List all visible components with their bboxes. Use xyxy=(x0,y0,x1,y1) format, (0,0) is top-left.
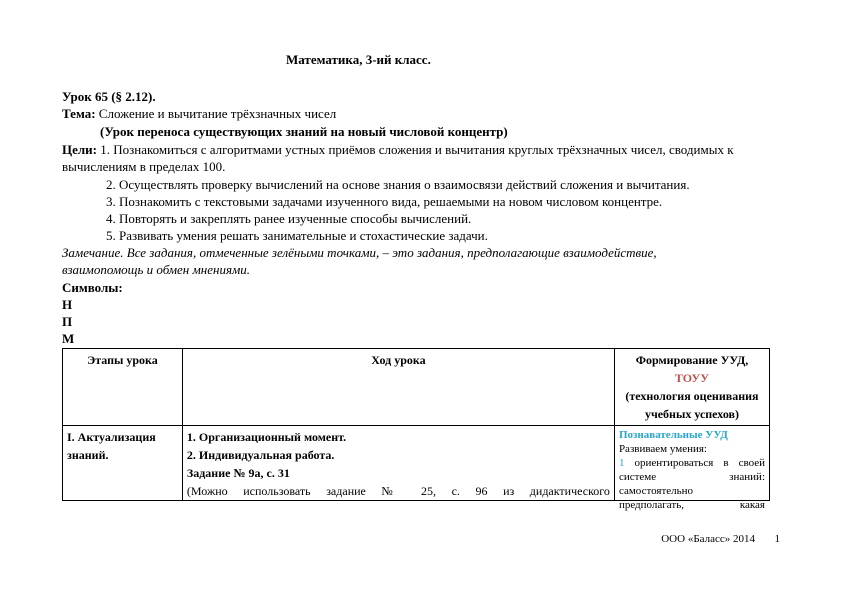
page-footer xyxy=(661,533,780,545)
header-uud-toyy: ТОУУ xyxy=(674,371,710,385)
header-uud xyxy=(614,349,769,426)
uud-line-4: предполагать, какая xyxy=(618,499,765,511)
symbols-label: Символы: xyxy=(62,280,123,295)
stage-line-2: знаний. xyxy=(67,448,109,462)
uud-cell xyxy=(614,426,769,511)
lesson-type: (Урок переноса существующих знаний на новый числовой концентр) xyxy=(100,124,508,139)
uud-line-3: системе знаний: самостоятельно xyxy=(618,471,765,497)
uud-line-2 xyxy=(619,456,765,470)
topic-label: Тема: xyxy=(62,106,96,121)
table-header-row xyxy=(63,349,770,426)
uud-line-1: Развиваем умения: xyxy=(618,443,707,455)
stage-cell xyxy=(63,426,183,501)
goal-3: 3. Познакомить с текстовыми задачами изученного вида, решаемыми на новом числовом концентре. xyxy=(106,194,663,209)
course-line-3: Задание № 9а, с. 31 xyxy=(186,466,290,480)
document-title: Математика, 3-ий класс. xyxy=(286,52,431,67)
goal-1-text: 1. Познакомиться с алгоритмами устных приёмов сложения и вычитания круглых трёхзначных чисел, сводимых к xyxy=(100,142,734,157)
symbol-n: Н xyxy=(62,297,73,312)
course-cell xyxy=(182,426,614,501)
footer-page-number: 1 xyxy=(774,533,780,545)
course-line-4: (Можно использовать задание № 25, с. 96 из дидактического xyxy=(186,484,610,498)
header-course: Ход урока xyxy=(182,349,614,426)
goal-1-line-2: вычислениям в пределах 100. xyxy=(62,159,226,174)
course-line-2: 2. Индивидуальная работа. xyxy=(186,448,335,462)
lesson-table xyxy=(62,348,770,511)
footer-company: ООО «Баласс» 2014 xyxy=(661,533,755,545)
uud-line-2-text: ориентироваться в своей xyxy=(634,457,765,469)
symbol-p: П xyxy=(62,314,73,329)
goal-4: 4. Повторять и закреплять ранее изученные способы вычислений. xyxy=(106,211,472,226)
topic-line xyxy=(62,106,336,122)
goal-5: 5. Развивать умения решать занимательные и стохастические задачи. xyxy=(106,228,488,243)
header-uud-line-4: учебных успехов) xyxy=(644,407,739,421)
goals-label: Цели: xyxy=(62,142,97,157)
goal-2: 2. Осуществлять проверку вычислений на основе знания о взаимосвязи действий сложения и вычитания. xyxy=(106,177,690,192)
stage-line-1: I. Актуализация xyxy=(67,430,156,444)
header-uud-line-3: (технология оценивания xyxy=(625,389,759,403)
topic-text: Сложение и вычитание трёхзначных чисел xyxy=(98,106,337,121)
table-row xyxy=(63,426,770,501)
symbol-m: М xyxy=(62,331,75,346)
note-line-2: взаимопомощь и обмен мнениями. xyxy=(62,262,251,277)
uud-number: 1 xyxy=(618,457,625,469)
course-line-1: 1. Организационный момент. xyxy=(186,430,347,444)
goal-1-line-1 xyxy=(62,142,734,158)
lesson-number: Урок 65 (§ 2.12). xyxy=(62,89,156,104)
note-line-1: Замечание. Все задания, отмеченные зелёными точками, – это задания, предполагающие взаимодействие, xyxy=(62,245,657,260)
header-stages: Этапы урока xyxy=(63,349,183,426)
uud-title: Познавательные УУД xyxy=(618,429,728,441)
header-uud-line-1: Формирование УУД, xyxy=(635,353,749,367)
